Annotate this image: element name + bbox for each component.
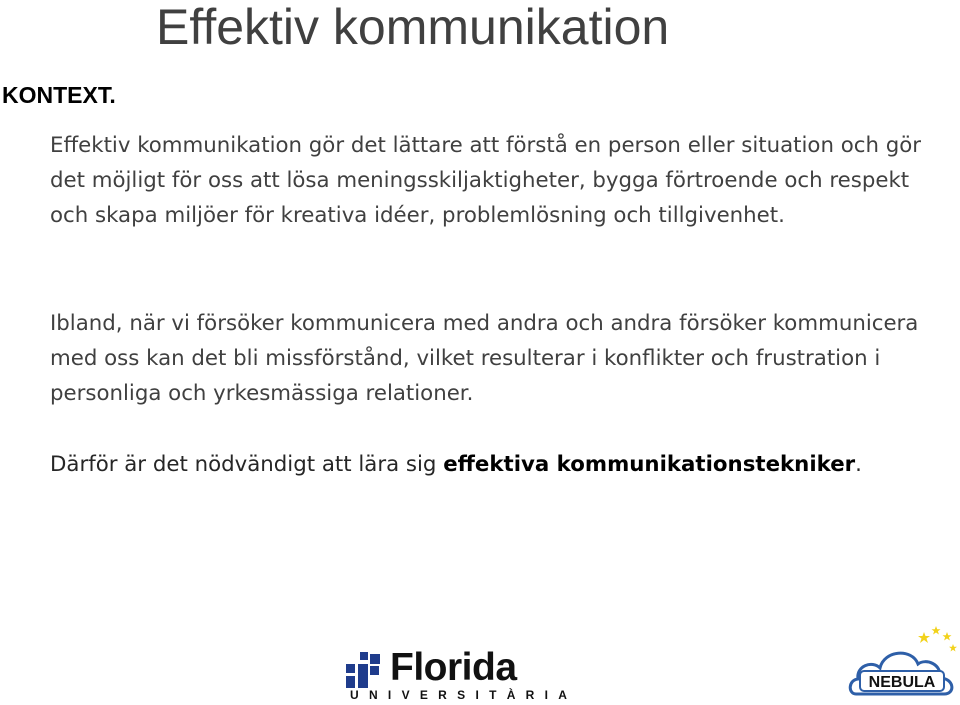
nebula-logo	[846, 622, 960, 705]
nebula-wordmark: NEBULA	[868, 674, 936, 691]
paragraph-misunderstanding: Ibland, när vi försöker kommunicera med andra och andra försöker kommunicera med oss kan det bli missförstånd, vilket resulterar i konflikter och frustration i personliga och yrkesmässiga relationer.	[50, 311, 919, 406]
florida-universitaria-logo	[346, 646, 578, 702]
paragraph-intro: Effektiv kommunikation gör det lättare att förstå en person eller situation och gör det möjligt för oss att lösa meningsskiljaktigheter, bygga förtroende och respekt och skapa miljöer för kreativa idéer, problemlösning och tillgivenhet.	[50, 133, 922, 228]
conclusion-suffix: .	[855, 452, 862, 477]
florida-mark-icon	[346, 652, 382, 688]
context-label: KONTEXT.	[2, 82, 116, 108]
conclusion-prefix: Därför är det nödvändigt att lära sig	[50, 452, 444, 477]
nebula-stars-icon	[918, 626, 957, 652]
florida-subtitle: UNIVERSITÀRIA	[350, 688, 578, 702]
slide-title: Effektiv kommunikation	[156, 0, 670, 55]
paragraph-conclusion	[50, 447, 930, 482]
florida-wordmark: Florida	[390, 646, 517, 689]
conclusion-emphasis: effektiva kommunikationstekniker	[443, 452, 856, 477]
